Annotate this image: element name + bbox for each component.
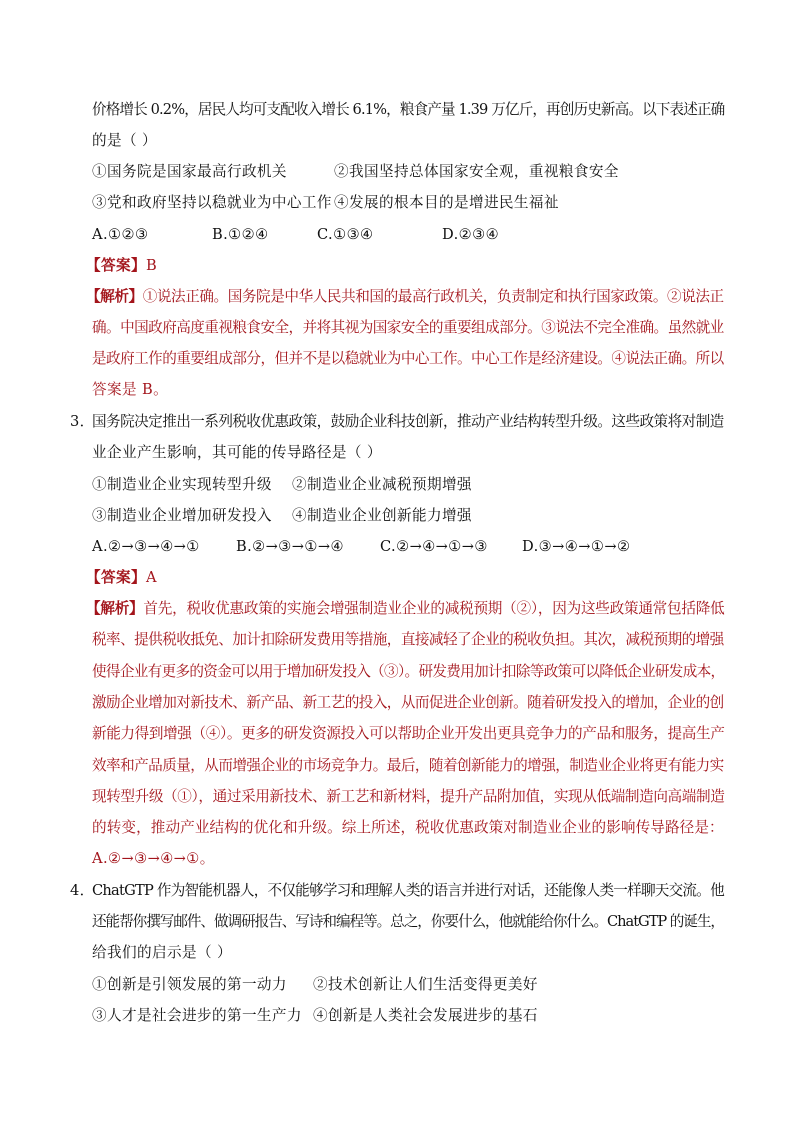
q4-stem-line-3: 给我们的启示是（ ） — [92, 944, 232, 961]
q3-choice-c: C.②→④→①→③ — [380, 538, 488, 555]
q3-statement-3: ③制造业企业增加研发投入 — [92, 507, 272, 524]
answer-value: B — [145, 257, 158, 274]
q2-analysis-line-2: 确。中国政府高度重视粮食安全，并将其视为国家安全的重要组成部分。③说法不完全准确。虽然就业 — [92, 319, 724, 336]
q3-analysis-line-1 — [86, 599, 724, 619]
q4-stem-line-2: 还能帮你撰写邮件、做调研报告、写诗和编程等。总之，你要什么，他就能给你什么。ChatGTP 的诞生， — [92, 913, 724, 930]
q2-choice-a: A.①②③ — [92, 226, 149, 243]
q3-number: 3． — [70, 413, 95, 430]
answer-value: A — [145, 569, 157, 586]
q3-statement-4: ④制造业企业创新能力增强 — [292, 507, 472, 524]
q4-stem-line-1: ChatGTP 作为智能机器人，不仅能够学习和理解人类的语言并进行对话，还能像人类一样聊天交流。他 — [92, 882, 724, 899]
q4-statement-1: ①创新是引领发展的第一动力 — [92, 976, 287, 993]
q3-analysis-line-7: 现转型升级（①），通过采用新技术、新工艺和新材料，提升产品附加值，实现从低端制造向高端制造 — [92, 788, 725, 805]
q3-analysis-line-3: 使得企业有更多的资金可以用于增加研发投入（③）。研发费用加计扣除等政策可以降低企业研发成本， — [92, 663, 725, 680]
q2-statement-4: ④发展的根本目的是增进民生福祉 — [334, 194, 559, 211]
analysis-tag: 【解析】 — [86, 600, 144, 617]
q3-stem-line-2: 业企业产生影响，其可能的传导路径是（ ） — [92, 444, 382, 461]
q3-analysis-line-6: 效率和产品质量，从而增强企业的市场竞争力。最后，随着创新能力的增强，制造业企业将更有能力实 — [92, 757, 724, 774]
analysis-text: 首先，税收优惠政策的实施会增强制造业企业的减税预期（②），因为这些政策通常包括降低 — [143, 600, 725, 617]
q3-choice-d: D.③→④→①→② — [522, 538, 631, 555]
q3-analysis-line-9: A.②→③→④→①。 — [92, 850, 215, 867]
q3-analysis-line-2: 税率、提供税收抵免、加计扣除研发费用等措施，直接减轻了企业的税收负担。其次，减税预期的增强 — [92, 631, 724, 648]
q2-statement-3: ③党和政府坚持以稳就业为中心工作 — [92, 194, 332, 211]
q2-choice-b: B.①②④ — [212, 226, 269, 243]
q2-stem-line-2: 的是（ ） — [92, 132, 158, 149]
q3-stem-line-1: 国务院决定推出一系列税收优惠政策，鼓励企业科技创新，推动产业结构转型升级。这些政策将对制造 — [92, 413, 724, 430]
answer-tag: 【答案】 — [86, 257, 146, 274]
q3-choice-b: B.②→③→①→④ — [236, 538, 344, 555]
q4-statement-4: ④创新是人类社会发展进步的基石 — [313, 1007, 538, 1024]
q2-analysis-line-4: 答案是 B。 — [92, 381, 169, 398]
q3-analysis-line-8: 的转变，推动产业结构的优化和升级。综上所述，税收优惠政策对制造业企业的影响传导路径是： — [92, 819, 724, 836]
q4-number: 4． — [70, 882, 95, 899]
q3-choice-a: A.②→③→④→① — [92, 538, 200, 555]
q2-stem-line-1: 价格增长 0.2%，居民人均可支配收入增长 6.1%，粮食产量 1.39 万亿斤，再创历史新高。以下表述正确 — [92, 101, 725, 118]
q4-statement-3: ③人才是社会进步的第一生产力 — [92, 1007, 302, 1024]
q2-choice-d: D.②③④ — [442, 226, 500, 243]
q2-statement-1: ①国务院是国家最高行政机关 — [92, 163, 287, 180]
q2-statement-2: ②我国坚持总体国家安全观，重视粮食安全 — [334, 163, 619, 180]
answer-tag: 【答案】 — [86, 569, 146, 586]
q3-analysis-line-4: 激励企业增加对新技术、新产品、新工艺的投入，从而促进企业创新。随着研发投入的增加，企业的创 — [92, 694, 724, 711]
q2-choice-c: C.①③④ — [317, 226, 374, 243]
analysis-text: ①说法正确。国务院是中华人民共和国的最高行政机关，负责制定和执行国家政策。②说法正 — [142, 288, 724, 305]
q4-statement-2: ②技术创新让人们生活变得更美好 — [313, 976, 538, 993]
q3-answer — [86, 568, 157, 588]
q3-statement-2: ②制造业企业减税预期增强 — [292, 476, 472, 493]
q2-analysis-line-3: 是政府工作的重要组成部分，但并不是以稳就业为中心工作。中心工作是经济建设。④说法正确。所以 — [92, 350, 724, 367]
q3-analysis-line-5: 新能力得到增强（④）。更多的研发资源投入可以帮助企业开发出更具竞争力的产品和服务，提高生产 — [92, 725, 725, 742]
q3-statement-1: ①制造业企业实现转型升级 — [92, 476, 272, 493]
analysis-tag: 【解析】 — [86, 288, 143, 305]
q2-answer — [86, 256, 157, 276]
q2-analysis-line-1 — [86, 287, 724, 307]
